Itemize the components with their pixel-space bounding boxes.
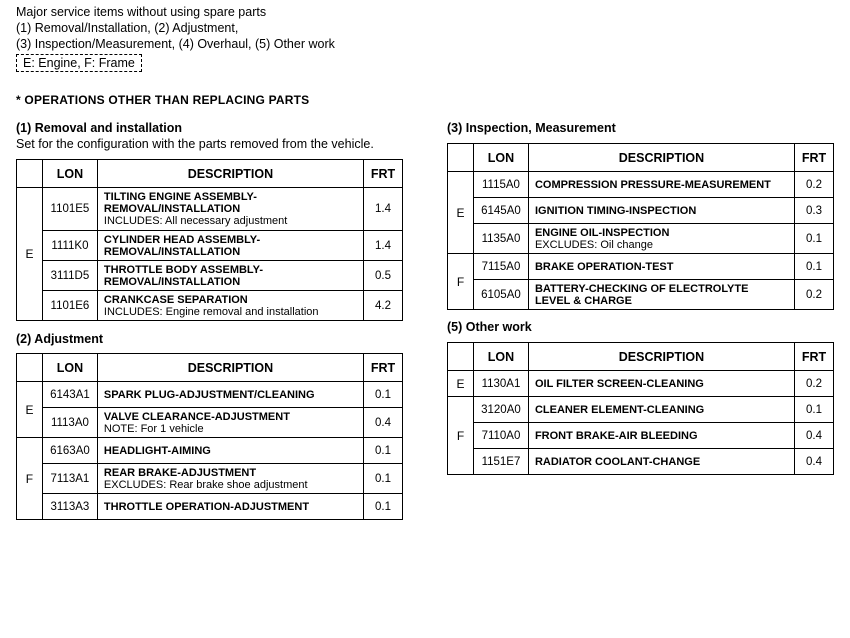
- frt-header: FRT: [795, 144, 834, 172]
- table-row: [448, 280, 834, 310]
- group-label: F: [17, 438, 43, 520]
- frt-cell: 0.4: [363, 408, 402, 438]
- lon-cell: 1151E7: [473, 449, 528, 475]
- intro-line-1: Major service items without using spare parts: [16, 5, 267, 19]
- description-main: FRONT BRAKE-AIR BLEEDING: [534, 429, 698, 442]
- description-sub: INCLUDES: All necessary adjustment: [103, 215, 288, 227]
- description-main: CYLINDER HEAD ASSEMBLY- REMOVAL/INSTALLATION: [103, 233, 261, 258]
- lon-cell: 7115A0: [473, 254, 528, 280]
- description-sub: EXCLUDES: Oil change: [534, 238, 653, 251]
- group-label: E: [448, 371, 474, 397]
- frt-cell: 0.1: [795, 397, 834, 423]
- lon-header: LON: [42, 160, 97, 188]
- description-header: DESCRIPTION: [97, 354, 363, 382]
- description-main: ENGINE OIL-INSPECTION: [534, 226, 670, 239]
- lon-cell: 7110A0: [473, 423, 528, 449]
- description-header: DESCRIPTION: [528, 343, 794, 371]
- adjustment-title: (2) Adjustment: [16, 332, 104, 346]
- description-cell: [97, 408, 363, 438]
- description-cell: [97, 494, 363, 520]
- description-cell: [528, 172, 794, 198]
- lon-cell: 1111K0: [42, 231, 97, 261]
- frt-cell: 0.1: [363, 464, 402, 494]
- description-cell: [97, 291, 363, 321]
- frt-cell: 1.4: [363, 231, 402, 261]
- frt-header: FRT: [795, 343, 834, 371]
- corner-cell: [17, 354, 43, 382]
- description-main: RADIATOR COOLANT-CHANGE: [534, 455, 701, 468]
- description-main: TILTING ENGINE ASSEMBLY- REMOVAL/INSTALLATION: [103, 191, 257, 215]
- table-row: [17, 382, 403, 408]
- corner-cell: [17, 160, 43, 188]
- other-work-table: [447, 342, 834, 475]
- lon-header: LON: [473, 343, 528, 371]
- group-label: E: [17, 382, 43, 438]
- group-label: F: [448, 254, 474, 310]
- description-cell: [528, 449, 794, 475]
- table-row: [448, 172, 834, 198]
- group-label: E: [448, 172, 474, 254]
- description-cell: [97, 231, 363, 261]
- description-sub: INCLUDES: Engine removal and installation: [103, 305, 319, 318]
- frt-cell: 4.2: [363, 291, 402, 321]
- description-main: OIL FILTER SCREEN-CLEANING: [534, 377, 704, 390]
- description-header: DESCRIPTION: [528, 144, 794, 172]
- description-main: THROTTLE BODY ASSEMBLY- REMOVAL/INSTALLATION: [103, 263, 264, 288]
- description-cell: [528, 423, 794, 449]
- inspection-title: (3) Inspection, Measurement: [447, 121, 616, 135]
- lon-cell: 1130A1: [473, 371, 528, 397]
- lon-cell: 1101E6: [42, 291, 97, 321]
- description-cell: [528, 397, 794, 423]
- description-cell: [97, 464, 363, 494]
- description-sub: NOTE: For 1 vehicle: [103, 422, 204, 435]
- description-main: COMPRESSION PRESSURE-MEASUREMENT: [534, 178, 771, 191]
- table-row: [17, 408, 403, 438]
- intro-line-3: (3) Inspection/Measurement, (4) Overhaul, (5) Other work: [16, 37, 335, 51]
- corner-cell: [448, 343, 474, 371]
- description-cell: [97, 438, 363, 464]
- description-cell: [528, 198, 794, 224]
- table-row: [448, 254, 834, 280]
- description-main: VALVE CLEARANCE-ADJUSTMENT: [103, 410, 290, 423]
- description-main: BRAKE OPERATION-TEST: [534, 260, 674, 273]
- frt-cell: 0.4: [795, 449, 834, 475]
- group-label: F: [448, 397, 474, 475]
- description-cell: [528, 224, 794, 254]
- frt-cell: 0.5: [363, 261, 402, 291]
- table-row: [17, 494, 403, 520]
- frt-cell: 0.1: [363, 494, 402, 520]
- description-main: CLEANER ELEMENT-CLEANING: [534, 403, 705, 416]
- frt-cell: 0.2: [795, 371, 834, 397]
- table-row: [17, 438, 403, 464]
- lon-cell: 6145A0: [473, 198, 528, 224]
- frt-cell: 0.2: [795, 172, 834, 198]
- lon-cell: 6143A1: [42, 382, 97, 408]
- lon-cell: 1115A0: [473, 172, 528, 198]
- note-heading: * OPERATIONS OTHER THAN REPLACING PARTS: [16, 93, 310, 107]
- description-main: BATTERY-CHECKING OF ELECTROLYTE LEVEL & CHARGE: [534, 282, 749, 307]
- description-main: CRANKCASE SEPARATION: [103, 293, 248, 306]
- table-row: [448, 198, 834, 224]
- table-row: [17, 261, 403, 291]
- lon-cell: 6105A0: [473, 280, 528, 310]
- lon-cell: 1101E5: [42, 188, 97, 231]
- lon-header: LON: [42, 354, 97, 382]
- frt-cell: 0.1: [795, 224, 834, 254]
- frt-header: FRT: [363, 160, 402, 188]
- description-cell: [528, 280, 794, 310]
- frt-cell: 0.4: [795, 423, 834, 449]
- lon-cell: 1113A0: [42, 408, 97, 438]
- frt-cell: 1.4: [363, 188, 402, 231]
- frt-cell: 0.3: [795, 198, 834, 224]
- intro-line-2: (1) Removal/Installation, (2) Adjustment,: [16, 21, 239, 35]
- frt-cell: 0.1: [363, 382, 402, 408]
- table-row: [448, 397, 834, 423]
- removal-title: (1) Removal and installation: [16, 121, 183, 135]
- description-header: DESCRIPTION: [97, 160, 363, 188]
- removal-table: [16, 159, 403, 321]
- legend-box: E: Engine, F: Frame: [16, 54, 142, 72]
- other-work-title: (5) Other work: [447, 320, 532, 334]
- frt-cell: 0.2: [795, 280, 834, 310]
- frt-cell: 0.1: [363, 438, 402, 464]
- description-cell: [528, 254, 794, 280]
- description-main: SPARK PLUG-ADJUSTMENT/CLEANING: [103, 388, 315, 401]
- frt-header: FRT: [363, 354, 402, 382]
- table-row: [448, 224, 834, 254]
- group-label: E: [17, 188, 43, 321]
- description-cell: [528, 371, 794, 397]
- description-cell: [97, 188, 363, 231]
- inspection-table: [447, 143, 834, 310]
- corner-cell: [448, 144, 474, 172]
- table-row: [17, 231, 403, 261]
- lon-cell: 1135A0: [473, 224, 528, 254]
- lon-cell: 3111D5: [42, 261, 97, 291]
- description-main: THROTTLE OPERATION-ADJUSTMENT: [103, 500, 310, 513]
- table-row: [17, 188, 403, 231]
- table-row: [448, 449, 834, 475]
- lon-cell: 3120A0: [473, 397, 528, 423]
- description-cell: [97, 261, 363, 291]
- description-main: IGNITION TIMING-INSPECTION: [534, 204, 697, 217]
- table-row: [17, 291, 403, 321]
- table-row: [17, 464, 403, 494]
- lon-header: LON: [473, 144, 528, 172]
- description-cell: [97, 382, 363, 408]
- table-row: [448, 423, 834, 449]
- description-sub: EXCLUDES: Rear brake shoe adjustment: [103, 478, 308, 491]
- intro: [16, 4, 335, 52]
- lon-cell: 3113A3: [42, 494, 97, 520]
- description-main: REAR BRAKE-ADJUSTMENT: [103, 466, 257, 479]
- lon-cell: 6163A0: [42, 438, 97, 464]
- removal-subtitle: Set for the configuration with the parts removed from the vehicle.: [16, 137, 374, 151]
- frt-cell: 0.1: [795, 254, 834, 280]
- adjustment-table: [16, 353, 403, 520]
- lon-cell: 7113A1: [42, 464, 97, 494]
- description-main: HEADLIGHT-AIMING: [103, 444, 211, 457]
- table-row: [448, 371, 834, 397]
